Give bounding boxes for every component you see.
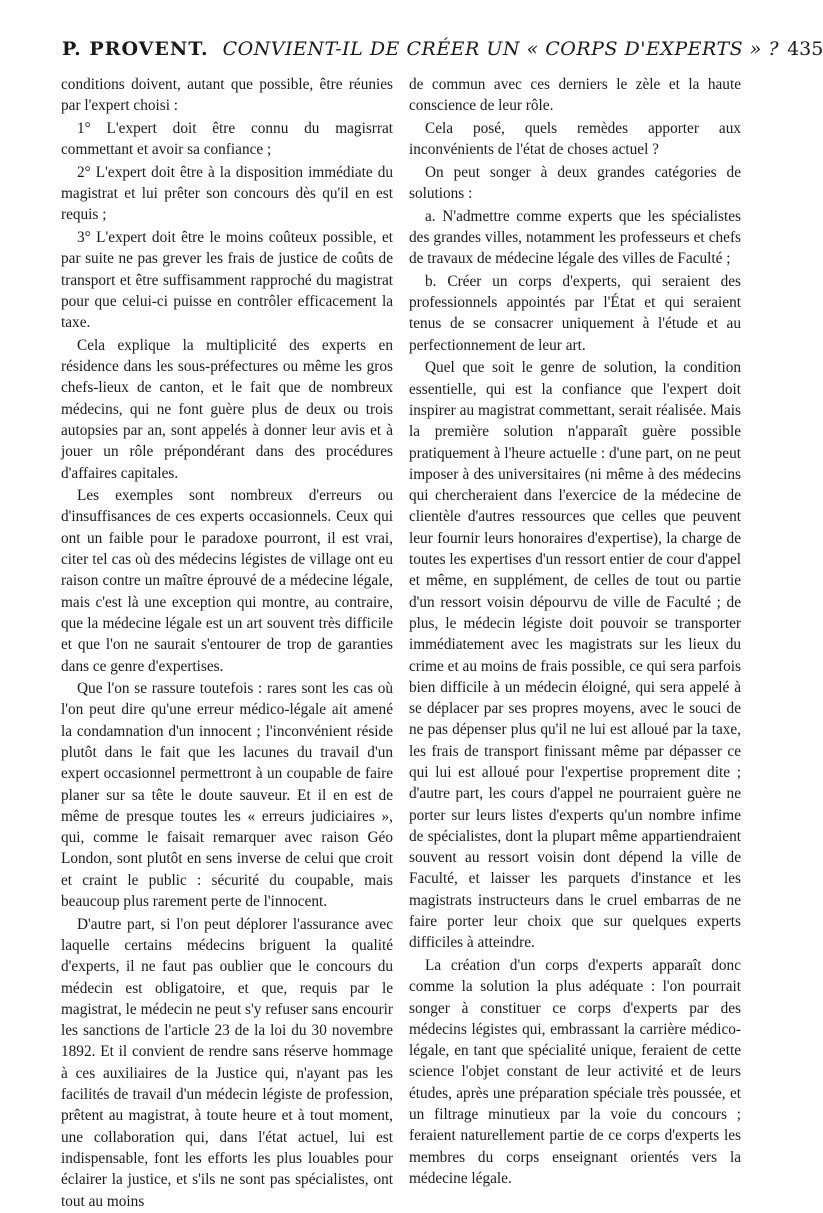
paragraph: Que l'on se rassure toutefois : rares sont les cas où l'on peut dire qu'une erreur médico-légale ait amené la condamnation d'un innocent ; l'inconvénient réside plutôt dans le fait que les lacunes du travail d'un expert occasionnel permettront à un coupable de faire planer sur sa tête le doute sauveur. Et il en est de même de presque toutes les « erreurs judiciaires », qui, comme le faisait remarquer avec raison Géo London, sont plutôt en sens inverse de celui que croit et craint le public : sécurité du coupable, mais beaucoup plus rarement perte de l'innocent. <box>61 680 393 911</box>
header-title: CONVIENT-IL DE CRÉER UN « CORPS D'EXPERTS » ? <box>222 38 780 60</box>
paragraph: Les exemples sont nombreux d'erreurs ou d'insuffisances de ces experts occasionnels. Ceux qui ont un faible pour le paradoxe pourront, il est vrai, citer tel cas où des médecins légistes de village ont eu raison contre un maître éprouvé de a médecine légale, mais c'est là une exception qui montre, au contraire, que la médecine légale est un art souvent très difficile et que l'on ne saurait s'entourer de trop de garanties dans ce genre d'expertises. <box>61 487 393 675</box>
paragraph: 1° L'expert doit être connu du magisrrat commettant et avoir sa confiance ; <box>61 119 393 159</box>
paragraph: Quel que soit le genre de solution, la condition essentielle, qui est la confiance que l'expert doit inspirer au magistrat commettant, serait réalisée. Mais la première solution n'apparaît guère possible pratiquement à l'heure actuelle : d'une part, on ne peut imposer à des universitaires (ni même à des médecins qui chercheraient dans l'exercice de la médecine de clientèle d'autres ressources que celles que peuvent leur fournir leurs honoraires d'expertise), la charge de toutes les expertises d'un ressort entier de cour d'appel et même, en supplément, de celles de tout ou partie d'un ressort voisin dépourvu de ville de Faculté ; de plus, le médecin légiste doit pouvoir se transporter immédiatement avec les magistrats sur les lieux du crime et au moins de frais possible, ce qui sera parfois bien difficile à un médecin éloigné, qui sera appelé à se déplacer par ses propres moyens, avec le souci de ne pas dépenser plus qu'il ne lui est alloué par la taxe, les frais de transport finissant même par dépasser ce qui lui est alloué pour l'expertise proprement dite ; d'autre part, les cours d'appel ne pourraient guère ne porter sur leurs listes d'experts qu'un nombre infime de spécialistes, dont la plupart même appartiendraient souvent au ressort voisin dont dépend la ville de Faculté, et laisser les parquets d'instance et les magistrats instructeurs dans le cruel embarras de ne faire porter leur choix que sur quelques experts difficiles à atteindre. <box>409 359 741 952</box>
paragraph: b. Créer un corps d'experts, qui seraient des professionnels appointés par l'État et qui seraient tenus de se consacrer uniquement à l'étude et au perfectionnement de leur art. <box>409 272 741 354</box>
page-number: 435 <box>787 38 823 60</box>
paragraph: conditions doivent, autant que possible, être réunies par l'expert choisi : <box>61 76 393 115</box>
paragraph: de commun avec ces derniers le zèle et la haute conscience de leur rôle. <box>409 76 741 115</box>
right-column <box>409 74 741 1191</box>
paragraph: Cela posé, quels remèdes apporter aux inconvénients de l'état de choses actuel ? <box>409 119 741 159</box>
paragraph: a. N'admettre comme experts que les spécialistes des grandes villes, notamment les professeurs et chefs de travaux de médecine légale des villes de Faculté ; <box>409 207 741 268</box>
header-author: P. PROVENT. <box>62 38 209 60</box>
paragraph: 2° L'expert doit être à la disposition immédiate du magistrat et lui prêter son concours dès qu'il en est requis ; <box>61 163 393 224</box>
paragraph: On peut songer à deux grandes catégories de solutions : <box>409 163 741 203</box>
left-column <box>61 74 393 1213</box>
paragraph: La création d'un corps d'experts apparaît donc comme la solution la plus adéquate : l'on pourrait songer à constituer ce corps d'experts par des médecins légistes qui, embrassant la carrière médico-légale, en tant que spécialité unique, feraient de cette science l'objet constant de leur activité et de leurs études, après une préparation spéciale très poussée, et un filtrage minutieux par la voie du concours ; feraient naturellement partie de ce corps d'experts les membres du corps enseignant orientés vers la médecine légale. <box>409 956 741 1187</box>
paragraph: D'autre part, si l'on peut déplorer l'assurance avec laquelle certains médecins briguent la qualité d'experts, il ne faut pas oublier que le concours du médecin est obligatoire, et que, requis par le magistrat, le médecin ne peut s'y refuser sans encourir les sanctions de l'article 23 de la loi du 30 novembre 1892. Et il convient de rendre sans réserve hommage à ces auxiliaires de la Justice qui, n'ayant pas les facilités de travail d'un médecin légiste de profession, prêtent au magistrat, à toute heure et à tout moment, une collaboration qui, dans l'état actuel, lui est indispensable, font les efforts les plus louables pour éclairer la justice, et s'ils ne sont pas spécialistes, ont tout au moins <box>61 915 393 1210</box>
running-header <box>62 38 823 70</box>
paragraph: Cela explique la multiplicité des experts en résidence dans les sous-préfectures ou même les gros chefs-lieux de canton, et le fait que de nombreux médecins, qui ne font guère plus de deux ou trois autopsies par an, sont appelés à donner leur avis et à jouer un rôle prépondérant dans des procédures d'affaires capitales. <box>61 336 393 482</box>
paragraph: 3° L'expert doit être le moins coûteux possible, et par suite ne pas grever les frais de justice de coûts de transport et être suffisamment rapproché du magistrat pour que celui-ci puisse en contrôler efficacement la taxe. <box>61 228 393 332</box>
